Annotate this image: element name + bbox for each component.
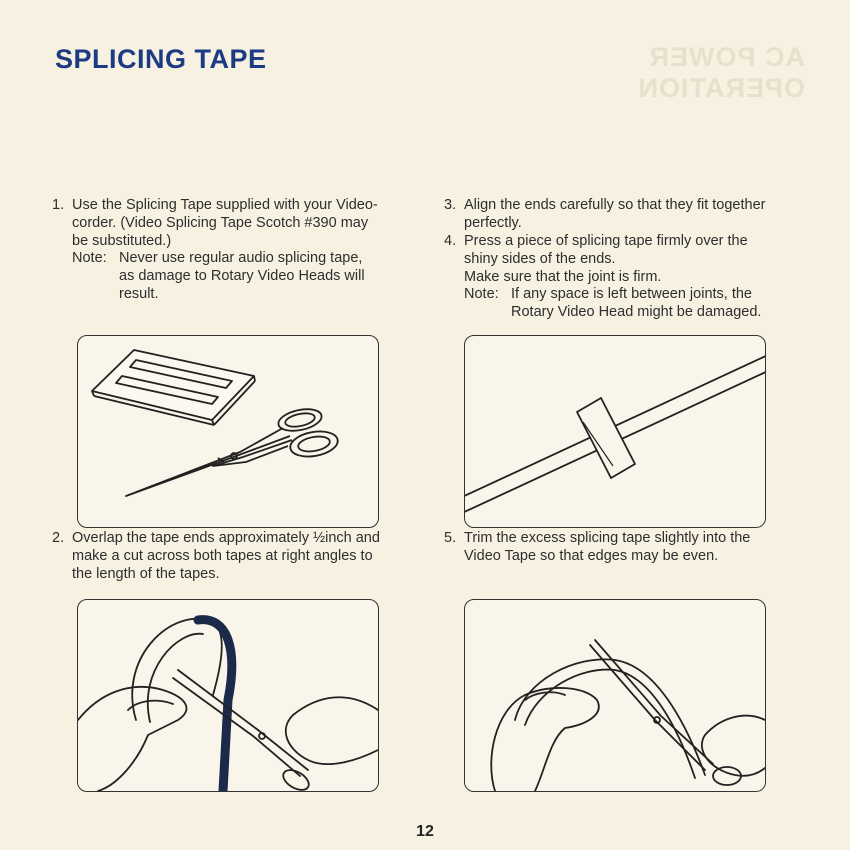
step-text-line: Use the Splicing Tape supplied with your Video- [72,197,378,213]
step-text-line: make a cut across both tapes at right angles to [72,547,373,564]
illustration-trimming-tape [464,599,766,792]
illustration-spliced-tape [464,335,766,528]
step-number: 4. [444,233,457,249]
note-label: Note: [72,250,107,267]
step-5 [444,530,792,566]
step-text-line: Trim the excess splicing tape slightly into the [464,530,751,546]
step-number: 3. [444,197,457,213]
step-4 [444,233,792,322]
tape-scissors-drawing [78,336,378,527]
step-2 [52,530,402,583]
step-text-line: Make sure that the joint is firm. [464,268,662,285]
step-3 [444,197,792,233]
step-number: 1. [52,197,65,213]
step-note [72,250,402,303]
note-text-line: If any space is left between joints, the [511,286,752,303]
page-title: SPLICING TAPE [55,44,267,74]
step-text-line: Press a piece of splicing tape firmly over the [464,233,748,249]
step-1 [52,197,402,304]
step-text-line: Video Tape so that edges may be even. [464,547,719,564]
step-text-line: Overlap the tape ends approximately ½inch and [72,530,380,546]
step-text-line: corder. (Video Splicing Tape Scotch #390 may [72,214,369,231]
illustration-cutting-tape [77,599,379,792]
step-text-line: Align the ends carefully so that they fit together [464,197,766,213]
note-label: Note: [464,286,499,303]
page-number: 12 [416,823,434,840]
step-number: 5. [444,530,457,546]
step-text-line: the length of the tapes. [72,565,220,582]
step-text-line: perfectly. [464,214,522,231]
trimming-tape-drawing [465,600,765,791]
bleed-through-title: AC POWER OPERATION [637,42,805,103]
note-text-line: Never use regular audio splicing tape, [119,250,363,267]
step-note [464,286,792,322]
note-text-line: Rotary Video Head might be damaged. [511,304,762,321]
illustration-tape-and-scissors [77,335,379,528]
note-text-line: as damage to Rotary Video Heads will [119,268,365,285]
step-text-line: shiny sides of the ends. [464,250,616,267]
spliced-tape-drawing [465,336,765,527]
cutting-tape-drawing [78,600,378,791]
step-number: 2. [52,530,65,546]
step-text-line: be substituted.) [72,232,172,249]
note-text-line: result. [119,285,159,302]
